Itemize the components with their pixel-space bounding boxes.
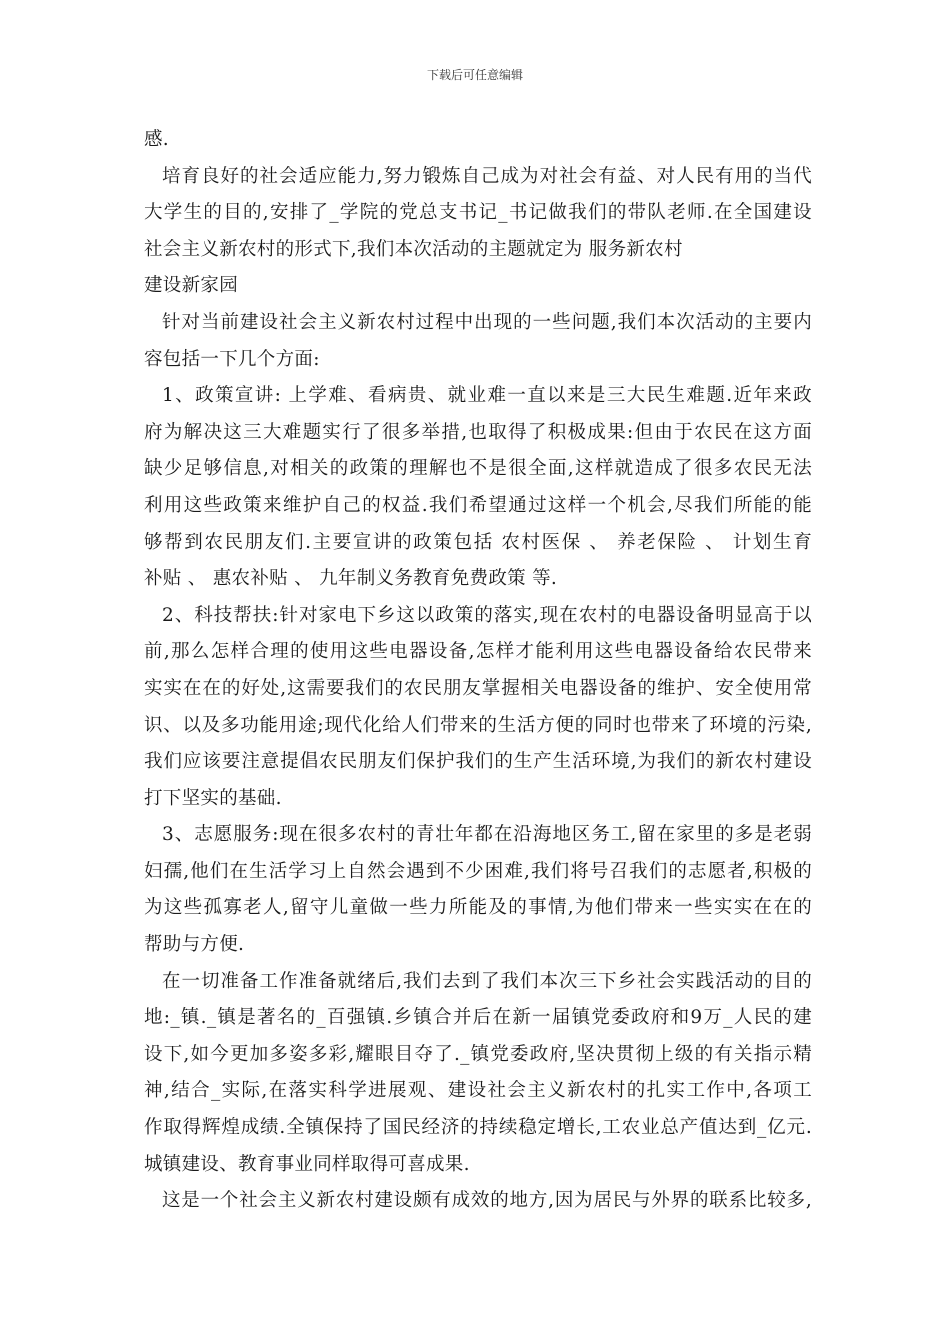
document-body (144, 122, 812, 1220)
text-line: 为这些孤寡老人,留守儿童做一些力所能及的事情,为他们带来一些实实在在的 (144, 897, 812, 919)
text-line: 帮助与方便. (144, 934, 245, 956)
text-line: 这是一个社会主义新农村建设颇有成效的地方,因为居民与外界的联系比较多, (162, 1190, 812, 1212)
text-line: 神,结合_实际,在落实科学进展观、建设社会主义新农村的扎实工作中,各项工 (144, 1080, 812, 1102)
text-line: 在一切准备工作准备就绪后,我们去到了我们本次三下乡社会实践活动的目的 (162, 970, 812, 992)
text-line: 3、志愿服务:现在很多农村的青壮年都在沿海地区务工,留在家里的多是老弱 (162, 824, 812, 846)
text-line: 前,那么怎样合理的使用这些电器设备,怎样才能利用这些电器设备给农民带来 (144, 641, 812, 663)
text-line: 我们应该要注意提倡农民朋友们保护我们的生产生活环境,为我们的新农村建设 (144, 751, 812, 773)
text-line: 妇孺,他们在生活学习上自然会遇到不少困难,我们将号召我们的志愿者,积极的 (144, 860, 812, 882)
text-line: 社会主义新农村的形式下,我们本次活动的主题就定为 服务新农村 (144, 238, 683, 260)
text-line: 建设新家园 (144, 275, 239, 297)
text-line: 够帮到农民朋友们.主要宣讲的政策包括 农村医保 、 养老保险 、 计划生育 (144, 531, 812, 553)
text-line: 1、政策宣讲: 上学难、看病贵、就业难一直以来是三大民生难题.近年来政 (162, 385, 812, 407)
text-line: 府为解决这三大难题实行了很多举措,也取得了积极成果:但由于农民在这方面 (144, 421, 812, 443)
text-line: 实实在在的好处,这需要我们的农民朋友掌握相关电器设备的维护、安全使用常 (144, 677, 812, 699)
text-line: 地:_镇._镇是著名的_百强镇.乡镇合并后在新一届镇党委政府和9万_人民的建 (144, 1007, 812, 1029)
text-line: 设下,如今更加多姿多彩,耀眼目夺了._镇党委政府,坚决贯彻上级的有关指示精 (144, 1043, 812, 1065)
text-line: 培育良好的社会适应能力,努力锻炼自己成为对社会有益、对人民有用的当代 (162, 165, 812, 187)
text-line: 针对当前建设社会主义新农村过程中出现的一些问题,我们本次活动的主要内 (162, 311, 812, 333)
text-line: 识、以及多功能用途;现代化给人们带来的生活方便的同时也带来了环境的污染, (144, 714, 812, 736)
text-line: 作取得辉煌成绩.全镇保持了国民经济的持续稳定增长,工农业总产值达到_亿元. (144, 1117, 812, 1139)
text-line: 利用这些政策来维护自己的权益.我们希望通过这样一个机会,尽我们所能的能 (144, 494, 812, 516)
text-line: 缺少足够信息,对相关的政策的理解也不是很全面,这样就造成了很多农民无法 (144, 458, 812, 480)
text-line: 大学生的目的,安排了_学院的党总支书记_书记做我们的带队老师.在全国建设 (144, 202, 812, 224)
text-line: 城镇建设、教育事业同样取得可喜成果. (144, 1153, 470, 1175)
text-line: 2、科技帮扶:针对家电下乡这以政策的落实,现在农村的电器设备明显高于以 (162, 604, 812, 626)
page-header: 下载后可任意编辑 (426, 68, 523, 82)
text-line: 容包括一下几个方面: (144, 348, 320, 370)
text-line: 感. (144, 129, 169, 150)
text-line: 补贴 、 惠农补贴 、 九年制义务教育免费政策 等. (144, 568, 558, 590)
text-line: 打下坚实的基础. (144, 787, 282, 809)
